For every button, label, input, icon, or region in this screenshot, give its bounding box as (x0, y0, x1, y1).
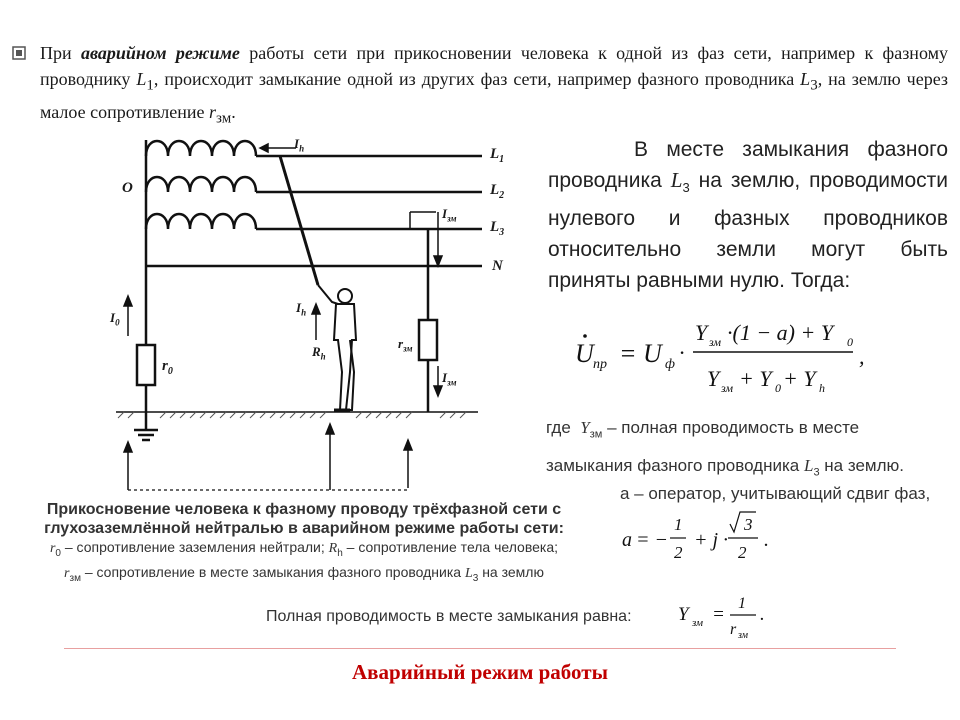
svg-text:+ j ·: + j · (694, 529, 729, 551)
label-I0: $I_0$ (110, 310, 120, 328)
svg-text:Y: Y (678, 604, 689, 625)
label-N: N (492, 258, 503, 274)
svg-text:+ Y: + Y (739, 366, 772, 391)
arrow-I0 (124, 296, 132, 306)
coil-L2 (146, 177, 256, 192)
svg-text:+ Y: + Y (783, 366, 816, 391)
arrow-Ih2 (312, 304, 320, 314)
label-Ih: $I_h$ (294, 136, 305, 154)
ground-hatch (118, 412, 466, 418)
svg-text:= U: = U (619, 339, 662, 368)
svg-text:Y: Y (695, 320, 708, 345)
intro-paragraph: При аварийном режиме работы сети при прикосновении человека к одной из фаз сети, например к фазному проводнику $L_1$, происходит замыкание одной из других фаз сети, например фазного проводника $L_3$, на землю через малое сопротивление $r_{зм}$. (40, 43, 949, 127)
svg-text:·(1 − a) + Y: ·(1 − a) + Y (727, 320, 834, 345)
svg-text:=: = (712, 604, 725, 625)
label-r0: $r_0$ (162, 358, 173, 377)
resistor-r0 (137, 345, 155, 385)
coil-L1 (146, 141, 256, 156)
label-L1: $L_1$ (490, 146, 505, 165)
label-Rh: $R_h$ (312, 344, 326, 362)
arrow-Ih (260, 144, 268, 152)
svg-text:r: r (730, 621, 737, 638)
svg-text:зм: зм (721, 381, 734, 395)
svg-text:0: 0 (775, 381, 781, 395)
svg-text:.: . (760, 604, 765, 625)
label-L3: $L_3$ (490, 219, 505, 238)
footer-divider (64, 648, 896, 649)
ground-return-path (128, 440, 412, 490)
svg-text:зм: зм (692, 617, 704, 629)
svg-text:зм: зм (709, 335, 722, 349)
svg-text:ф: ф (665, 357, 675, 372)
label-Ih2: $I_h$ (296, 300, 307, 318)
label-O: O (122, 180, 133, 196)
explanation-text: В месте замыкания фазного проводника $L_3$ на землю, проводимости нулевого и фазных проводников относительно земли могут быть приняты равными нулю. Тогда: (548, 138, 948, 293)
figure-caption: Прикосновение человека к фазному проводу трёхфазной сети с глухозаземлённой нейтралью в аварийном режиме работы сети: $r_0$ – сопротивление заземления нейтрали; $R_h$ – сопротивление тела человека; $r_{зм}$ – сопротивление в месте замыкания фазного проводника $L_3$ на землю (44, 501, 564, 584)
svg-text:пр: пр (593, 357, 607, 372)
svg-text:зм: зм (738, 630, 749, 641)
arrow-Izm2 (434, 386, 442, 396)
arrow-Izm (434, 256, 442, 266)
intro-emphasis: аварийном режиме (80, 43, 240, 63)
full-conductance-formula (676, 588, 776, 644)
operator-formula (618, 506, 788, 570)
footer-title: Аварийный режим работы (352, 660, 608, 684)
where-line-1: где $Y_{зм}$ – полная проводимость в месте (546, 418, 860, 441)
svg-text:a: a (622, 529, 632, 551)
svg-text:2: 2 (674, 543, 683, 562)
svg-text:U: U (575, 339, 594, 368)
svg-text:0: 0 (847, 335, 853, 349)
where-line-2: замыкания фазного проводника $L_3$ на землю. (546, 456, 904, 479)
label-Izm: $I_{зм}$ (442, 206, 457, 224)
full-conductance-text: Полная проводимость в месте замыкания равна: (266, 608, 632, 625)
voltage-formula (561, 306, 871, 406)
arrow-ground-left (124, 442, 132, 452)
svg-text:3: 3 (744, 515, 753, 534)
coil-L3 (146, 214, 256, 229)
arrow-ground-mid (326, 424, 334, 434)
svg-text:.: . (764, 529, 769, 551)
svg-text:1: 1 (674, 515, 683, 534)
svg-text:h: h (819, 381, 825, 395)
svg-text:Y: Y (707, 366, 720, 391)
label-Izm2: $I_{зм}$ (442, 370, 457, 388)
svg-text:·: · (679, 340, 685, 365)
label-rzm: $r_{зм}$ (398, 336, 413, 354)
operator-text: а – оператор, учитывающий сдвиг фаз, (620, 484, 931, 503)
label-L2: $L_2$ (490, 182, 505, 201)
svg-text:= −: = − (636, 529, 668, 551)
svg-text:2: 2 (738, 543, 747, 562)
svg-text:,: , (859, 344, 865, 369)
resistor-rzm (419, 320, 437, 360)
svg-text:1: 1 (738, 595, 746, 612)
